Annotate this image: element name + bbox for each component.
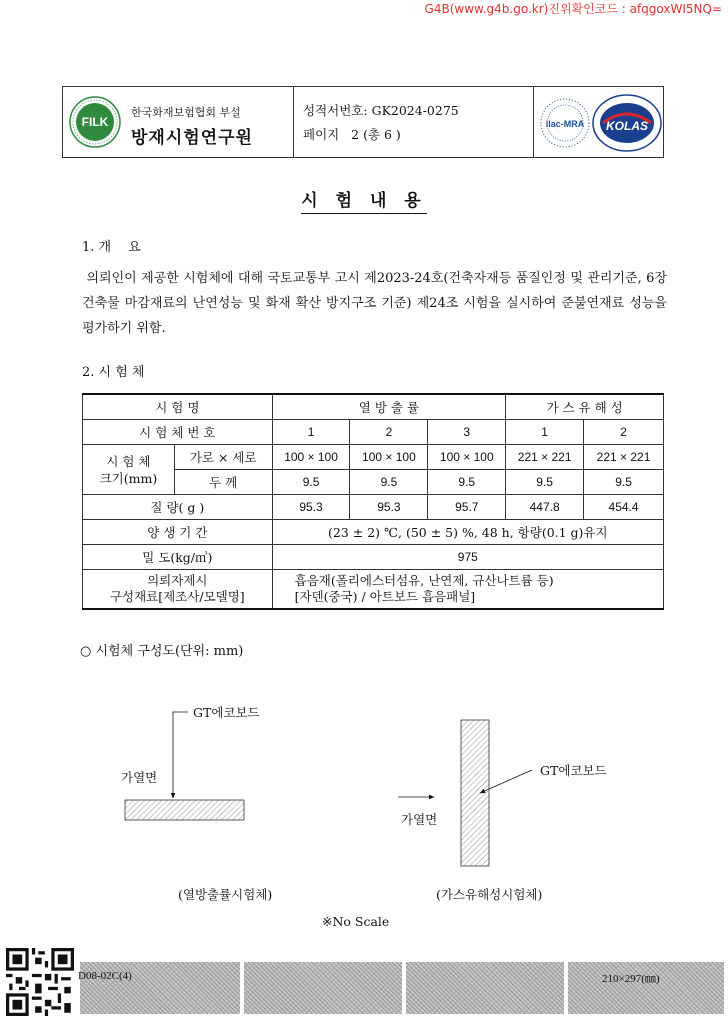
scale-note: ※No Scale (322, 914, 390, 929)
table-cell: 454.4 (584, 495, 664, 520)
overview-paragraph: 의뢰인이 제공한 시험체에 대해 국토교통부 고시 제2023-24호(건축자재등 품질인정 및 관리기준, 6장 건축물 마감재료의 난연성능 및 화재 확산 방지구조 기준) 제24조 시험을 실시하여 준불연재료 성능을 평가하기 위함. (82, 271, 667, 336)
composition-label: 의뢰자제시 구성재료[제조사/모델명] (83, 570, 273, 610)
table-cell: 9.5 (350, 470, 428, 495)
table-cell: 9.5 (506, 470, 584, 495)
table-row (83, 420, 664, 445)
header-test-name: 시 험 명 (83, 394, 273, 420)
left-heat-label: 가열면 (121, 770, 158, 785)
table-cell: 1 (506, 420, 584, 445)
table-cell: 447.8 (506, 495, 584, 520)
verification-code: G4B(www.g4b.go.kr)진위확인코드 : afqgoxWI5NQ= (424, 2, 722, 16)
table-cell: 9.5 (428, 470, 506, 495)
table-cell: 1 (272, 420, 350, 445)
page-title: 시 험 내 용 (0, 186, 728, 211)
density-value: 975 (272, 545, 663, 570)
left-caption: (열방출률시험체) (178, 887, 273, 902)
heat-release-specimen-board (125, 800, 244, 820)
qr-code (6, 948, 74, 1016)
thickness-label: 두 께 (174, 470, 272, 495)
section-specimen-heading: 2. 시 험 체 (82, 365, 145, 380)
report-number-label: 성적서번호: (303, 103, 368, 118)
table-cell: 9.5 (272, 470, 350, 495)
specimen-number-label: 시 험 체 번 호 (83, 420, 273, 445)
svg-text:FILK: FILK (81, 115, 109, 129)
table-cell: 2 (584, 420, 664, 445)
header-gas-toxicity: 가 스 유 해 성 (506, 394, 664, 420)
page-label: 페이지 (303, 127, 340, 142)
curing-label: 양 생 기 간 (83, 520, 273, 545)
form-code: D08-02C(4) (78, 970, 132, 982)
right-heat-label: 가열면 (401, 812, 438, 827)
svg-text:ilac-MRA: ilac-MRA (545, 119, 585, 129)
accreditation-logos (533, 87, 663, 157)
report-header (62, 86, 664, 158)
report-info (293, 87, 534, 157)
table-cell: 95.7 (428, 495, 506, 520)
table-row (83, 520, 664, 545)
composition-value: 흡음재(폴리에스터섬유, 난연제, 규산나트륨 등) [자덴(중국) / 아트보드 흡음패널] (272, 570, 663, 610)
density-label: 밀 도(kg/㎥) (83, 545, 273, 570)
page-row (303, 125, 401, 143)
org-name: 방재시험연구원 (131, 128, 253, 148)
section-overview-heading: 1. 개 요 (82, 240, 141, 255)
left-board-label: GT에코보드 (193, 705, 260, 720)
table-cell: 3 (428, 420, 506, 445)
table-cell: 2 (350, 420, 428, 445)
table-cell: 95.3 (350, 495, 428, 520)
table-cell: 221 × 221 (506, 445, 584, 470)
gas-toxicity-specimen-board (461, 720, 489, 866)
ilac-mra-logo (539, 95, 591, 151)
header-heat-release: 열 방 출 률 (272, 394, 506, 420)
paper-size: 210×297(㎜) (602, 973, 660, 985)
table-cell: 100 × 100 (428, 445, 506, 470)
footer-band (244, 962, 402, 1014)
table-cell: 95.3 (272, 495, 350, 520)
page-number: 2 (총 6 ) (351, 127, 401, 142)
curing-value: (23 ± 2) ℃, (50 ± 5) %, 48 h, 항량(0.1 g)유지 (272, 520, 663, 545)
table-row (83, 394, 664, 420)
footer-band (406, 962, 564, 1014)
specimen-table (82, 393, 664, 610)
table-cell: 100 × 100 (272, 445, 350, 470)
table-cell: 221 × 221 (584, 445, 664, 470)
kolas-logo (591, 93, 663, 153)
table-cell: 100 × 100 (350, 445, 428, 470)
specimen-diagram (0, 690, 728, 910)
svg-text:KOLAS: KOLAS (606, 119, 648, 133)
table-row (83, 495, 664, 520)
table-row (83, 570, 664, 610)
table-cell: 9.5 (584, 470, 664, 495)
width-height-label: 가로 × 세로 (174, 445, 272, 470)
specimen-size-label: 시 험 체 크기(mm) (83, 445, 175, 495)
mass-label: 질 량( g ) (83, 495, 273, 520)
filk-logo (69, 96, 121, 148)
org-subtitle: 한국화재보험협회 부설 (131, 106, 241, 119)
table-row (83, 545, 664, 570)
diagram-heading: ○ 시험체 구성도(단위: mm) (80, 644, 244, 659)
report-number: GK2024-0275 (371, 103, 459, 118)
report-number-row (303, 101, 459, 119)
right-board-label: GT에코보드 (540, 763, 607, 778)
org-block (63, 87, 294, 157)
left-board-leader (173, 712, 188, 798)
right-caption: (가스유해성시험체) (436, 887, 543, 902)
table-row (83, 445, 664, 470)
